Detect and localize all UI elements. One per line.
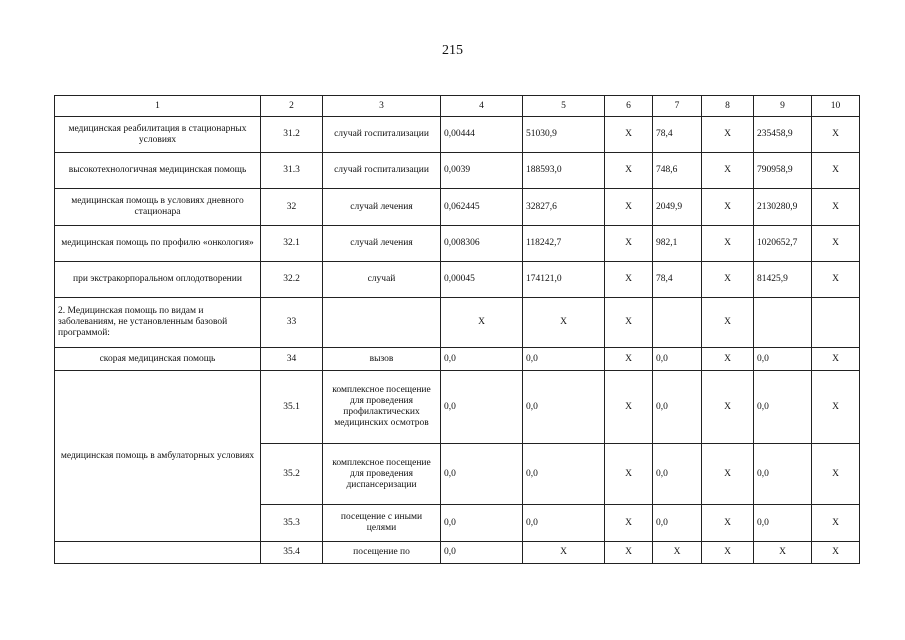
table-row bbox=[55, 371, 860, 444]
row-unit: случай bbox=[323, 262, 441, 298]
cell-col9: X bbox=[754, 542, 812, 564]
cell-col7: 982,1 bbox=[653, 226, 702, 262]
cell-col7: 748,6 bbox=[653, 153, 702, 189]
cell-col7: 78,4 bbox=[653, 117, 702, 153]
cell-col8: X bbox=[702, 348, 754, 371]
cell-col9: 2130280,9 bbox=[754, 189, 812, 226]
cell-col9: 81425,9 bbox=[754, 262, 812, 298]
cell-col8: X bbox=[702, 371, 754, 444]
cell-col8: X bbox=[702, 153, 754, 189]
cell-col4: 0,0 bbox=[441, 542, 523, 564]
cell-col10 bbox=[812, 298, 860, 348]
cell-col10: X bbox=[812, 153, 860, 189]
cell-col10: X bbox=[812, 117, 860, 153]
cell-col7: 0,0 bbox=[653, 371, 702, 444]
cell-col5: X bbox=[523, 298, 605, 348]
row-name: медицинская реабилитация в стационарных условиях bbox=[55, 117, 261, 153]
cell-col9 bbox=[754, 298, 812, 348]
table-row bbox=[55, 153, 860, 189]
cell-col8: X bbox=[702, 542, 754, 564]
cell-col8: X bbox=[702, 505, 754, 542]
cell-col4: 0,0 bbox=[441, 444, 523, 505]
cell-col9: 1020652,7 bbox=[754, 226, 812, 262]
header-cell: 3 bbox=[323, 96, 441, 117]
cell-col6: X bbox=[605, 444, 653, 505]
cell-col6: X bbox=[605, 262, 653, 298]
cell-col4: 0,0 bbox=[441, 371, 523, 444]
data-table bbox=[54, 95, 860, 564]
row-unit: посещение с иными целями bbox=[323, 505, 441, 542]
cell-col5: 118242,7 bbox=[523, 226, 605, 262]
row-code: 32 bbox=[261, 189, 323, 226]
cell-col4: 0,00045 bbox=[441, 262, 523, 298]
cell-col6: X bbox=[605, 189, 653, 226]
row-code: 32.1 bbox=[261, 226, 323, 262]
cell-col5: 0,0 bbox=[523, 505, 605, 542]
cell-col10: X bbox=[812, 505, 860, 542]
cell-col4: 0,008306 bbox=[441, 226, 523, 262]
header-cell: 9 bbox=[754, 96, 812, 117]
table-row bbox=[55, 298, 860, 348]
row-code: 35.2 bbox=[261, 444, 323, 505]
row-code: 34 bbox=[261, 348, 323, 371]
row-name-ambulatory: медицинская помощь в амбулаторных условиях bbox=[55, 371, 261, 542]
cell-col4: 0,062445 bbox=[441, 189, 523, 226]
row-code: 31.2 bbox=[261, 117, 323, 153]
cell-col7: 78,4 bbox=[653, 262, 702, 298]
cell-col10: X bbox=[812, 444, 860, 505]
cell-col9: 0,0 bbox=[754, 444, 812, 505]
row-code: 35.1 bbox=[261, 371, 323, 444]
cell-col7 bbox=[653, 298, 702, 348]
cell-col6: X bbox=[605, 298, 653, 348]
cell-col5: 174121,0 bbox=[523, 262, 605, 298]
row-name: медицинская помощь по профилю «онкология» bbox=[55, 226, 261, 262]
cell-col8: X bbox=[702, 226, 754, 262]
cell-col7: 0,0 bbox=[653, 505, 702, 542]
cell-col9: 235458,9 bbox=[754, 117, 812, 153]
cell-col10: X bbox=[812, 226, 860, 262]
cell-col5: 32827,6 bbox=[523, 189, 605, 226]
row-code: 32.2 bbox=[261, 262, 323, 298]
header-cell: 1 bbox=[55, 96, 261, 117]
cell-col10: X bbox=[812, 542, 860, 564]
row-unit: вызов bbox=[323, 348, 441, 371]
cell-col7: X bbox=[653, 542, 702, 564]
cell-col6: X bbox=[605, 153, 653, 189]
cell-col5: X bbox=[523, 542, 605, 564]
cell-col7: 0,0 bbox=[653, 444, 702, 505]
header-cell: 8 bbox=[702, 96, 754, 117]
cell-col10: X bbox=[812, 371, 860, 444]
cell-col5: 0,0 bbox=[523, 371, 605, 444]
cell-col7: 2049,9 bbox=[653, 189, 702, 226]
cell-col5: 51030,9 bbox=[523, 117, 605, 153]
cell-col8: X bbox=[702, 117, 754, 153]
row-unit: комплексное посещение для проведения диспансеризации bbox=[323, 444, 441, 505]
cell-col9: 0,0 bbox=[754, 505, 812, 542]
table-row bbox=[55, 117, 860, 153]
cell-col8: X bbox=[702, 262, 754, 298]
cell-col9: 790958,9 bbox=[754, 153, 812, 189]
table-row bbox=[55, 348, 860, 371]
row-unit: случай лечения bbox=[323, 226, 441, 262]
header-cell: 7 bbox=[653, 96, 702, 117]
cell-col10: X bbox=[812, 262, 860, 298]
header-row bbox=[55, 96, 860, 117]
row-unit: комплексное посещение для проведения профилактических медицинских осмотров bbox=[323, 371, 441, 444]
cell-col4: 0,0 bbox=[441, 505, 523, 542]
table-row bbox=[55, 542, 860, 564]
cell-col6: X bbox=[605, 542, 653, 564]
row-name-empty bbox=[55, 542, 261, 564]
table-row bbox=[55, 189, 860, 226]
cell-col4: X bbox=[441, 298, 523, 348]
cell-col9: 0,0 bbox=[754, 371, 812, 444]
cell-col5: 0,0 bbox=[523, 444, 605, 505]
row-code: 33 bbox=[261, 298, 323, 348]
row-unit bbox=[323, 298, 441, 348]
row-code: 35.3 bbox=[261, 505, 323, 542]
row-name: высокотехнологичная медицинская помощь bbox=[55, 153, 261, 189]
table-row bbox=[55, 226, 860, 262]
row-unit: случай госпитализации bbox=[323, 153, 441, 189]
cell-col8: X bbox=[702, 189, 754, 226]
cell-col8: X bbox=[702, 444, 754, 505]
row-name: при экстракорпоральном оплодотворении bbox=[55, 262, 261, 298]
cell-col6: X bbox=[605, 505, 653, 542]
row-name: скорая медицинская помощь bbox=[55, 348, 261, 371]
cell-col8: X bbox=[702, 298, 754, 348]
row-code: 31.3 bbox=[261, 153, 323, 189]
cell-col4: 0,0039 bbox=[441, 153, 523, 189]
cell-col7: 0,0 bbox=[653, 348, 702, 371]
cell-col5: 0,0 bbox=[523, 348, 605, 371]
row-name: 2. Медицинская помощь по видам и заболеваниям, не установленным базовой программой: bbox=[55, 298, 261, 348]
row-name: медицинская помощь в условиях дневного стационара bbox=[55, 189, 261, 226]
header-cell: 10 bbox=[812, 96, 860, 117]
cell-col10: X bbox=[812, 189, 860, 226]
row-unit: посещение по bbox=[323, 542, 441, 564]
cell-col6: X bbox=[605, 117, 653, 153]
header-cell: 2 bbox=[261, 96, 323, 117]
row-code: 35.4 bbox=[261, 542, 323, 564]
header-cell: 6 bbox=[605, 96, 653, 117]
page-number: 215 bbox=[442, 43, 463, 58]
cell-col6: X bbox=[605, 226, 653, 262]
header-cell: 4 bbox=[441, 96, 523, 117]
cell-col9: 0,0 bbox=[754, 348, 812, 371]
cell-col5: 188593,0 bbox=[523, 153, 605, 189]
row-unit: случай госпитализации bbox=[323, 117, 441, 153]
cell-col6: X bbox=[605, 371, 653, 444]
cell-col10: X bbox=[812, 348, 860, 371]
row-unit: случай лечения bbox=[323, 189, 441, 226]
table-row bbox=[55, 262, 860, 298]
cell-col4: 0,0 bbox=[441, 348, 523, 371]
cell-col6: X bbox=[605, 348, 653, 371]
cell-col4: 0,00444 bbox=[441, 117, 523, 153]
header-cell: 5 bbox=[523, 96, 605, 117]
